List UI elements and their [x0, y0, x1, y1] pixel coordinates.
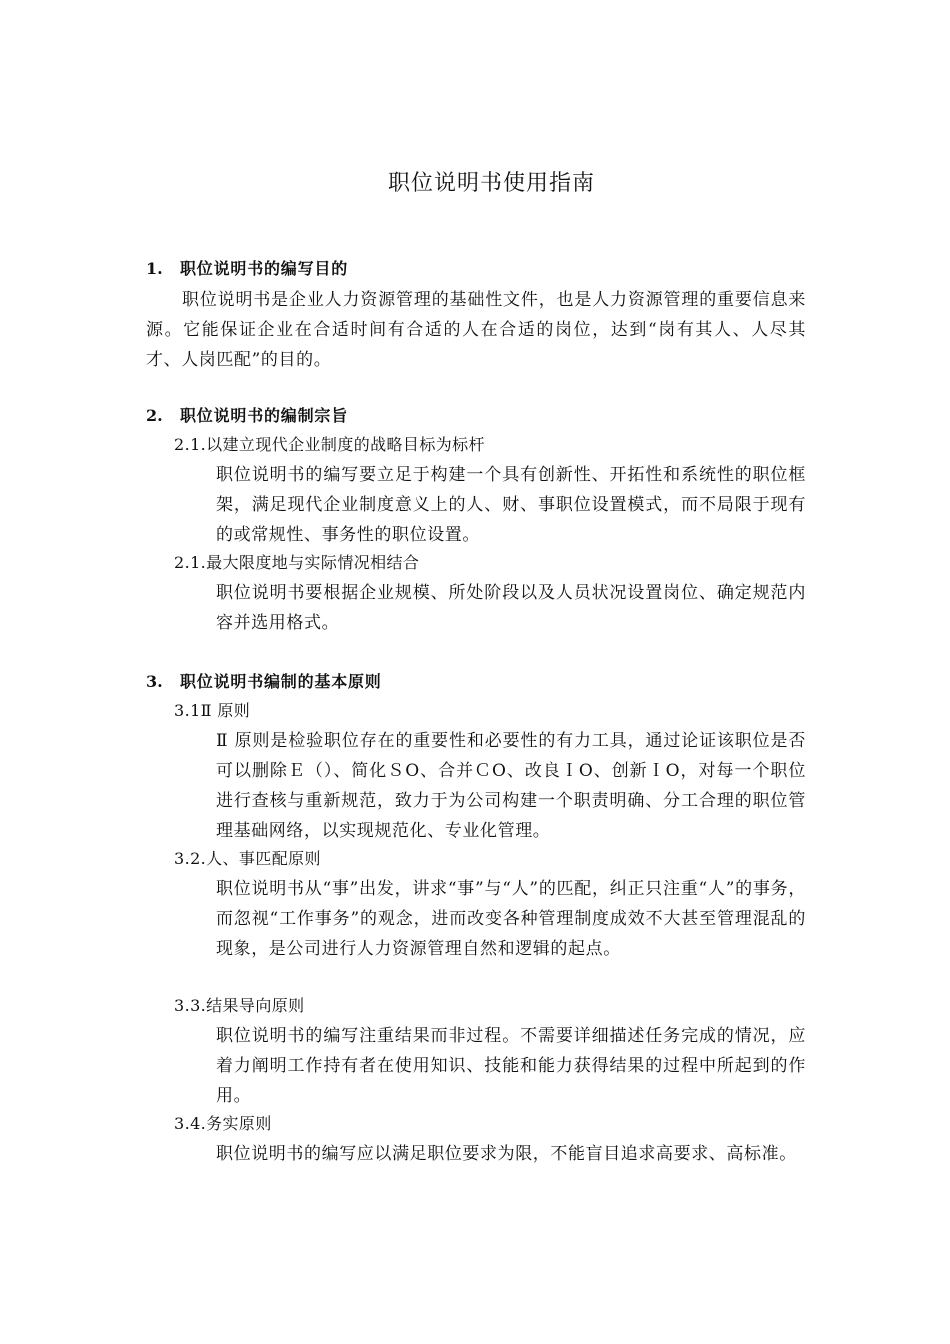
subsection-3-2-paragraph: 职位说明书从“事”出发，讲求“事”与“人”的匹配，纠正只注重“人”的事务，而忽视“工作事务”的观念，进而改变各种管理制度成效不大甚至管理混乱的现象，是公司进行人力资源管理自然和逻辑的起点。: [216, 879, 806, 959]
subsection-3-2-heading: 3.2.人、事匹配原则: [174, 849, 321, 868]
section-1-number: 1.: [146, 259, 163, 278]
section-3-title: 职位说明书编制的基本原则: [180, 672, 382, 691]
subsection-3-4-heading: 3.4.务实原则: [174, 1114, 272, 1133]
subsection-3-3-paragraph: 职位说明书的编写注重结果而非过程。不需要详细描述任务完成的情况，应着力阐明工作持有者在使用知识、技能和能力获得结果的过程中所起到的作用。: [216, 1026, 806, 1106]
subsection-3-4-paragraph: 职位说明书的编写应以满足职位要求为限，不能盲目追求高要求、高标准。: [216, 1144, 797, 1164]
subsection-2-1-heading: 2.1.以建立现代企业制度的战略目标为标杆: [174, 435, 485, 454]
section-2-title: 职位说明书的编制宗旨: [180, 406, 349, 425]
subsection-2-2-paragraph: 职位说明书要根据企业规模、所处阶段以及人员状况设置岗位、确定规范内容并选用格式。: [216, 583, 806, 633]
subsection-3-3-heading: 3.3.结果导向原则: [174, 996, 305, 1015]
section-1-paragraph: 职位说明书是企业人力资源管理的基础性文件，也是人力资源管理的重要信息来源。它能保证企业在合适时间有合适的人在合适的岗位，达到“岗有其人、人尽其才、人岗匹配”的目的。: [146, 290, 806, 370]
section-2-number: 2.: [146, 406, 163, 425]
subsection-3-1-heading: 3.1Ⅱ 原则: [174, 701, 251, 720]
subsection-2-2-heading: 2.1.最大限度地与实际情况相结合: [174, 553, 420, 572]
section-1-title: 职位说明书的编写目的: [180, 259, 349, 278]
subsection-2-1-paragraph: 职位说明书的编写要立足于构建一个具有创新性、开拓性和系统性的职位框架，满足现代企业制度意义上的人、财、事职位设置模式，而不局限于现有的或常规性、事务性的职位设置。: [216, 465, 806, 545]
page-title: 职位说明书使用指南: [387, 171, 595, 196]
subsection-3-1-paragraph: Ⅱ 原则是检验职位存在的重要性和必要性的有力工具，通过论证该职位是否可以删除Ｅ（）、简化ＳO、合并ＣO、改良ＩO、创新ＩO，对每一个职位进行查核与重新规范，致力于为公司构建一个职责明确、分工合理的职位管理基础网络，以实现规范化、专业化管理。: [216, 731, 806, 841]
section-3-number: 3.: [146, 672, 163, 691]
